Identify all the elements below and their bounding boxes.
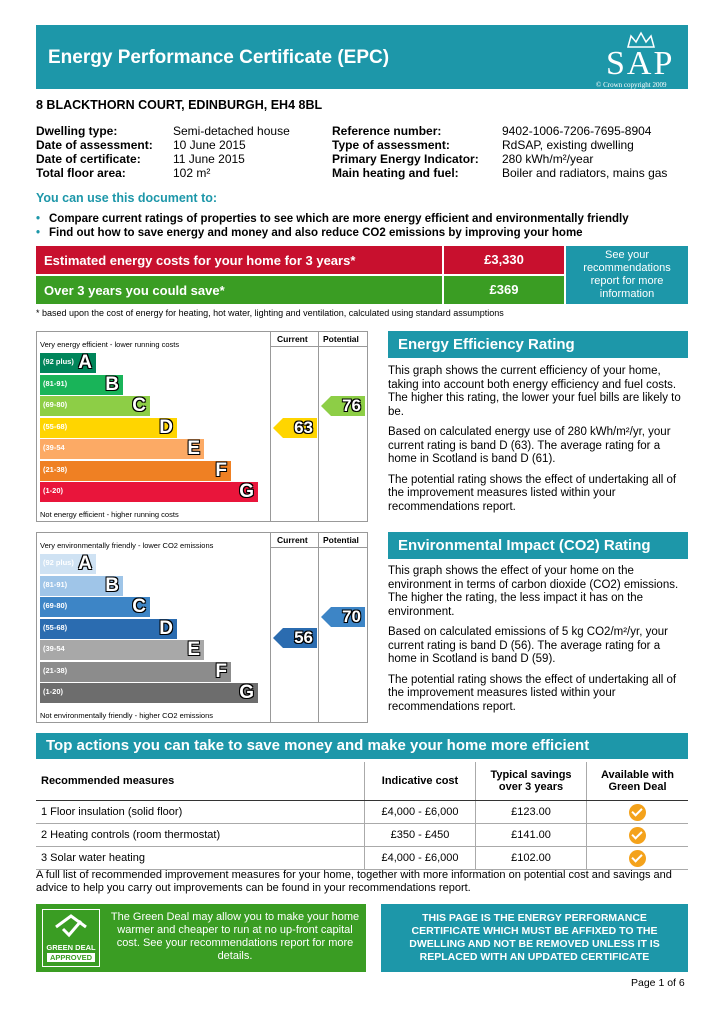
- recommendations-note[interactable]: See your recommendations report for more information: [566, 246, 688, 304]
- band-letter: F: [215, 660, 227, 682]
- chart-bottom-label: Not energy efficient - higher running costs: [40, 510, 179, 519]
- rating-band-e: [40, 640, 204, 660]
- current-rating-value: 56: [294, 628, 313, 647]
- paragraph: Based on calculated emissions of 5 kg CO2/m²/yr, your current rating is band D (56). The average rating for a home in Scotland is band D (59).: [388, 626, 668, 665]
- band-range: (1-20): [43, 687, 64, 696]
- environmental-rating-chart: [36, 532, 368, 723]
- detail-value: 9402-1006-7206-7695-8904: [502, 124, 652, 138]
- band-range: (69-80): [43, 400, 68, 409]
- bullet-item: • Find out how to save energy and money and also reduce CO2 emissions by improving your home: [36, 226, 629, 240]
- column-header: Recommended measures: [36, 762, 365, 801]
- details-right: [332, 124, 692, 180]
- detail-value: RdSAP, existing dwelling: [502, 138, 634, 152]
- band-letter: B: [105, 574, 119, 596]
- rating-band-c: [40, 597, 150, 617]
- detail-label: Total floor area:: [36, 166, 126, 180]
- chart-top-label: Very energy efficient - lower running costs: [40, 340, 180, 349]
- detail-value: 11 June 2015: [173, 152, 245, 166]
- copyright-text: © Crown copyright 2009: [596, 81, 667, 89]
- column-header: Available with Green Deal: [587, 762, 689, 801]
- property-address: 8 BLACKTHORN COURT, EDINBURGH, EH4 8BL: [36, 98, 323, 112]
- potential-rating-value: 76: [342, 396, 361, 415]
- efficiency-panel-text: [388, 365, 688, 521]
- paragraph: Based on calculated energy use of 280 kWh/m²/yr, your current rating is band D (63). The average rating for a home in Scotland is band D (61).: [388, 426, 671, 465]
- current-column-header: Current: [277, 334, 308, 344]
- table-header-row: [36, 762, 688, 801]
- house-check-icon: [53, 913, 89, 939]
- band-letter: D: [159, 617, 173, 639]
- rating-band-e: [40, 439, 204, 459]
- rating-band-d: [40, 619, 177, 639]
- column-header: Typical savings over 3 years: [476, 762, 587, 801]
- checkmark-icon: [629, 827, 646, 844]
- band-range: (81-91): [43, 378, 68, 388]
- detail-label: Main heating and fuel:: [332, 166, 459, 180]
- paragraph: This graph shows the effect of your home on the environment in terms of carbon dioxide (CO2) emissions. The higher the rating, the less impact it has on the environment.: [388, 565, 679, 618]
- chart-top-label: Very environmentally friendly - lower CO2 emissions: [40, 541, 214, 550]
- band-letter: E: [187, 438, 200, 459]
- band-range: (39-54: [43, 644, 65, 653]
- saving-row-label: Over 3 years you could save*: [36, 276, 442, 304]
- paragraph: The potential rating shows the effect of undertaking all of the improvement measures listed within your recommendations report.: [388, 673, 677, 713]
- green-deal-box: [36, 904, 366, 972]
- band-letter: A: [78, 553, 92, 574]
- band-range: (92 plus): [43, 558, 74, 567]
- rating-band-f: [40, 662, 231, 682]
- band-range: (55-68): [43, 622, 68, 632]
- env-panel-text: [388, 565, 688, 721]
- detail-label: Date of certificate:: [36, 152, 141, 166]
- potential-rating-value: 70: [342, 607, 361, 626]
- page-number: Page 1 of 6: [631, 977, 685, 989]
- detail-value: 10 June 2015: [173, 138, 246, 152]
- column-header: Indicative cost: [365, 762, 476, 801]
- band-range: (1-20): [43, 486, 64, 495]
- green-deal-text: The Green Deal may allow you to make your home warmer and cheaper to run at no up-front capital cost. See your recommendations report for more details.: [110, 911, 360, 962]
- rating-band-b: [40, 375, 123, 395]
- rating-band-b: [40, 576, 123, 596]
- detail-value: Boiler and radiators, mains gas: [502, 166, 668, 180]
- env-panel-heading: Environmental Impact (CO2) Rating: [388, 532, 688, 559]
- rating-band-a: [40, 554, 96, 574]
- page-title: Energy Performance Certificate (EPC): [48, 47, 390, 68]
- detail-label: Dwelling type:: [36, 124, 118, 138]
- green-deal-cell: [587, 824, 689, 847]
- band-letter: A: [78, 352, 92, 373]
- band-letter: B: [105, 373, 119, 395]
- certificate-notice: THIS PAGE IS THE ENERGY PERFORMANCE CERTIFICATE WHICH MUST BE AFFIXED TO THE DWELLING AND NOT BE REMOVED UNLESS IT IS REPLACED WITH AN UPDATED CERTIFICATE: [381, 904, 688, 972]
- saving-cell: £102.00: [476, 847, 587, 870]
- potential-rating-arrow: [321, 396, 365, 416]
- current-rating-arrow: [273, 418, 317, 438]
- band-range: (39-54: [43, 443, 65, 452]
- band-letter: F: [215, 459, 227, 481]
- detail-value: 102 m²: [173, 166, 211, 180]
- cost-cell: £4,000 - £6,000: [365, 847, 476, 870]
- detail-label: Type of assessment:: [332, 138, 450, 152]
- paragraph: This graph shows the current efficiency of your home, taking into account both energy efficiency and fuel costs. The higher this rating, the lower your fuel bills are likely to be.: [388, 365, 681, 418]
- potential-column-header: Potential: [323, 535, 359, 545]
- current-rating-value: 63: [294, 418, 313, 437]
- cost-footnote: * based upon the cost of energy for heating, hot water, lighting and ventilation, calculated using standard assumptions: [36, 308, 504, 318]
- checkmark-icon: [629, 804, 646, 821]
- energy-rating-chart: [36, 331, 368, 522]
- band-letter: G: [239, 481, 254, 502]
- table-row: [36, 824, 688, 847]
- cost-row-label: Estimated energy costs for your home for 3 years*: [36, 246, 442, 274]
- detail-value: Semi-detached house: [173, 124, 290, 138]
- band-range: (21-38): [43, 665, 68, 675]
- band-range: (21-38): [43, 464, 68, 474]
- current-rating-arrow: [273, 628, 317, 648]
- sap-logo: SAP: [606, 45, 675, 82]
- saving-cell: £123.00: [476, 801, 587, 824]
- paragraph: The potential rating shows the effect of undertaking all of the improvement measures listed within your recommendations report.: [388, 473, 677, 513]
- band-letter: C: [132, 596, 146, 617]
- cost-cell: £350 - £450: [365, 824, 476, 847]
- efficiency-panel-heading: Energy Efficiency Rating: [388, 331, 688, 358]
- measure-cell: 3 Solar water heating: [36, 847, 365, 870]
- band-range: (55-68): [43, 421, 68, 431]
- header-banner: [36, 25, 688, 89]
- green-deal-logo: GREEN DEAL APPROVED: [42, 909, 100, 967]
- band-range: (69-80): [43, 601, 68, 610]
- detail-label: Primary Energy Indicator:: [332, 152, 479, 166]
- table-row: [36, 847, 688, 870]
- green-deal-cell: [587, 801, 689, 824]
- rating-band-f: [40, 461, 231, 481]
- bullet-item: • Compare current ratings of properties to see which are more energy efficient and environmentally friendly: [36, 212, 629, 226]
- rating-band-d: [40, 418, 177, 438]
- rating-band-g: [40, 683, 258, 703]
- checkmark-icon: [629, 850, 646, 867]
- band-letter: E: [187, 639, 200, 660]
- chart-bottom-label: Not environmentally friendly - higher CO2 emissions: [40, 711, 213, 720]
- measure-cell: 2 Heating controls (room thermostat): [36, 824, 365, 847]
- potential-rating-arrow: [321, 607, 365, 627]
- band-letter: C: [132, 395, 146, 416]
- current-column-header: Current: [277, 535, 308, 545]
- cost-cell: £4,000 - £6,000: [365, 801, 476, 824]
- rating-band-c: [40, 396, 150, 416]
- saving-row-value: £369: [444, 276, 564, 304]
- band-letter: G: [239, 682, 254, 703]
- detail-value: 280 kWh/m²/year: [502, 152, 594, 166]
- actions-footer: A full list of recommended improvement measures for your home, together with more information on potential cost and savings and advice to help you carry out improvements can be found in your recommendations report.: [36, 869, 672, 894]
- actions-heading: Top actions you can take to save money and make your home more efficient: [36, 733, 688, 759]
- details-left: [36, 124, 326, 180]
- band-range: (92 plus): [43, 357, 74, 366]
- rating-band-g: [40, 482, 258, 502]
- detail-label: Reference number:: [332, 124, 442, 138]
- green-deal-cell: [587, 847, 689, 870]
- saving-cell: £141.00: [476, 824, 587, 847]
- cost-row-value: £3,330: [444, 246, 564, 274]
- recommendations-table: [36, 762, 688, 870]
- use-heading: You can use this document to:: [36, 191, 218, 205]
- measure-cell: 1 Floor insulation (solid floor): [36, 801, 365, 824]
- potential-column-header: Potential: [323, 334, 359, 344]
- rating-band-a: [40, 353, 96, 373]
- band-letter: D: [159, 416, 173, 438]
- detail-label: Date of assessment:: [36, 138, 153, 152]
- band-range: (81-91): [43, 579, 68, 589]
- table-row: [36, 801, 688, 824]
- bullet-list: [36, 212, 629, 240]
